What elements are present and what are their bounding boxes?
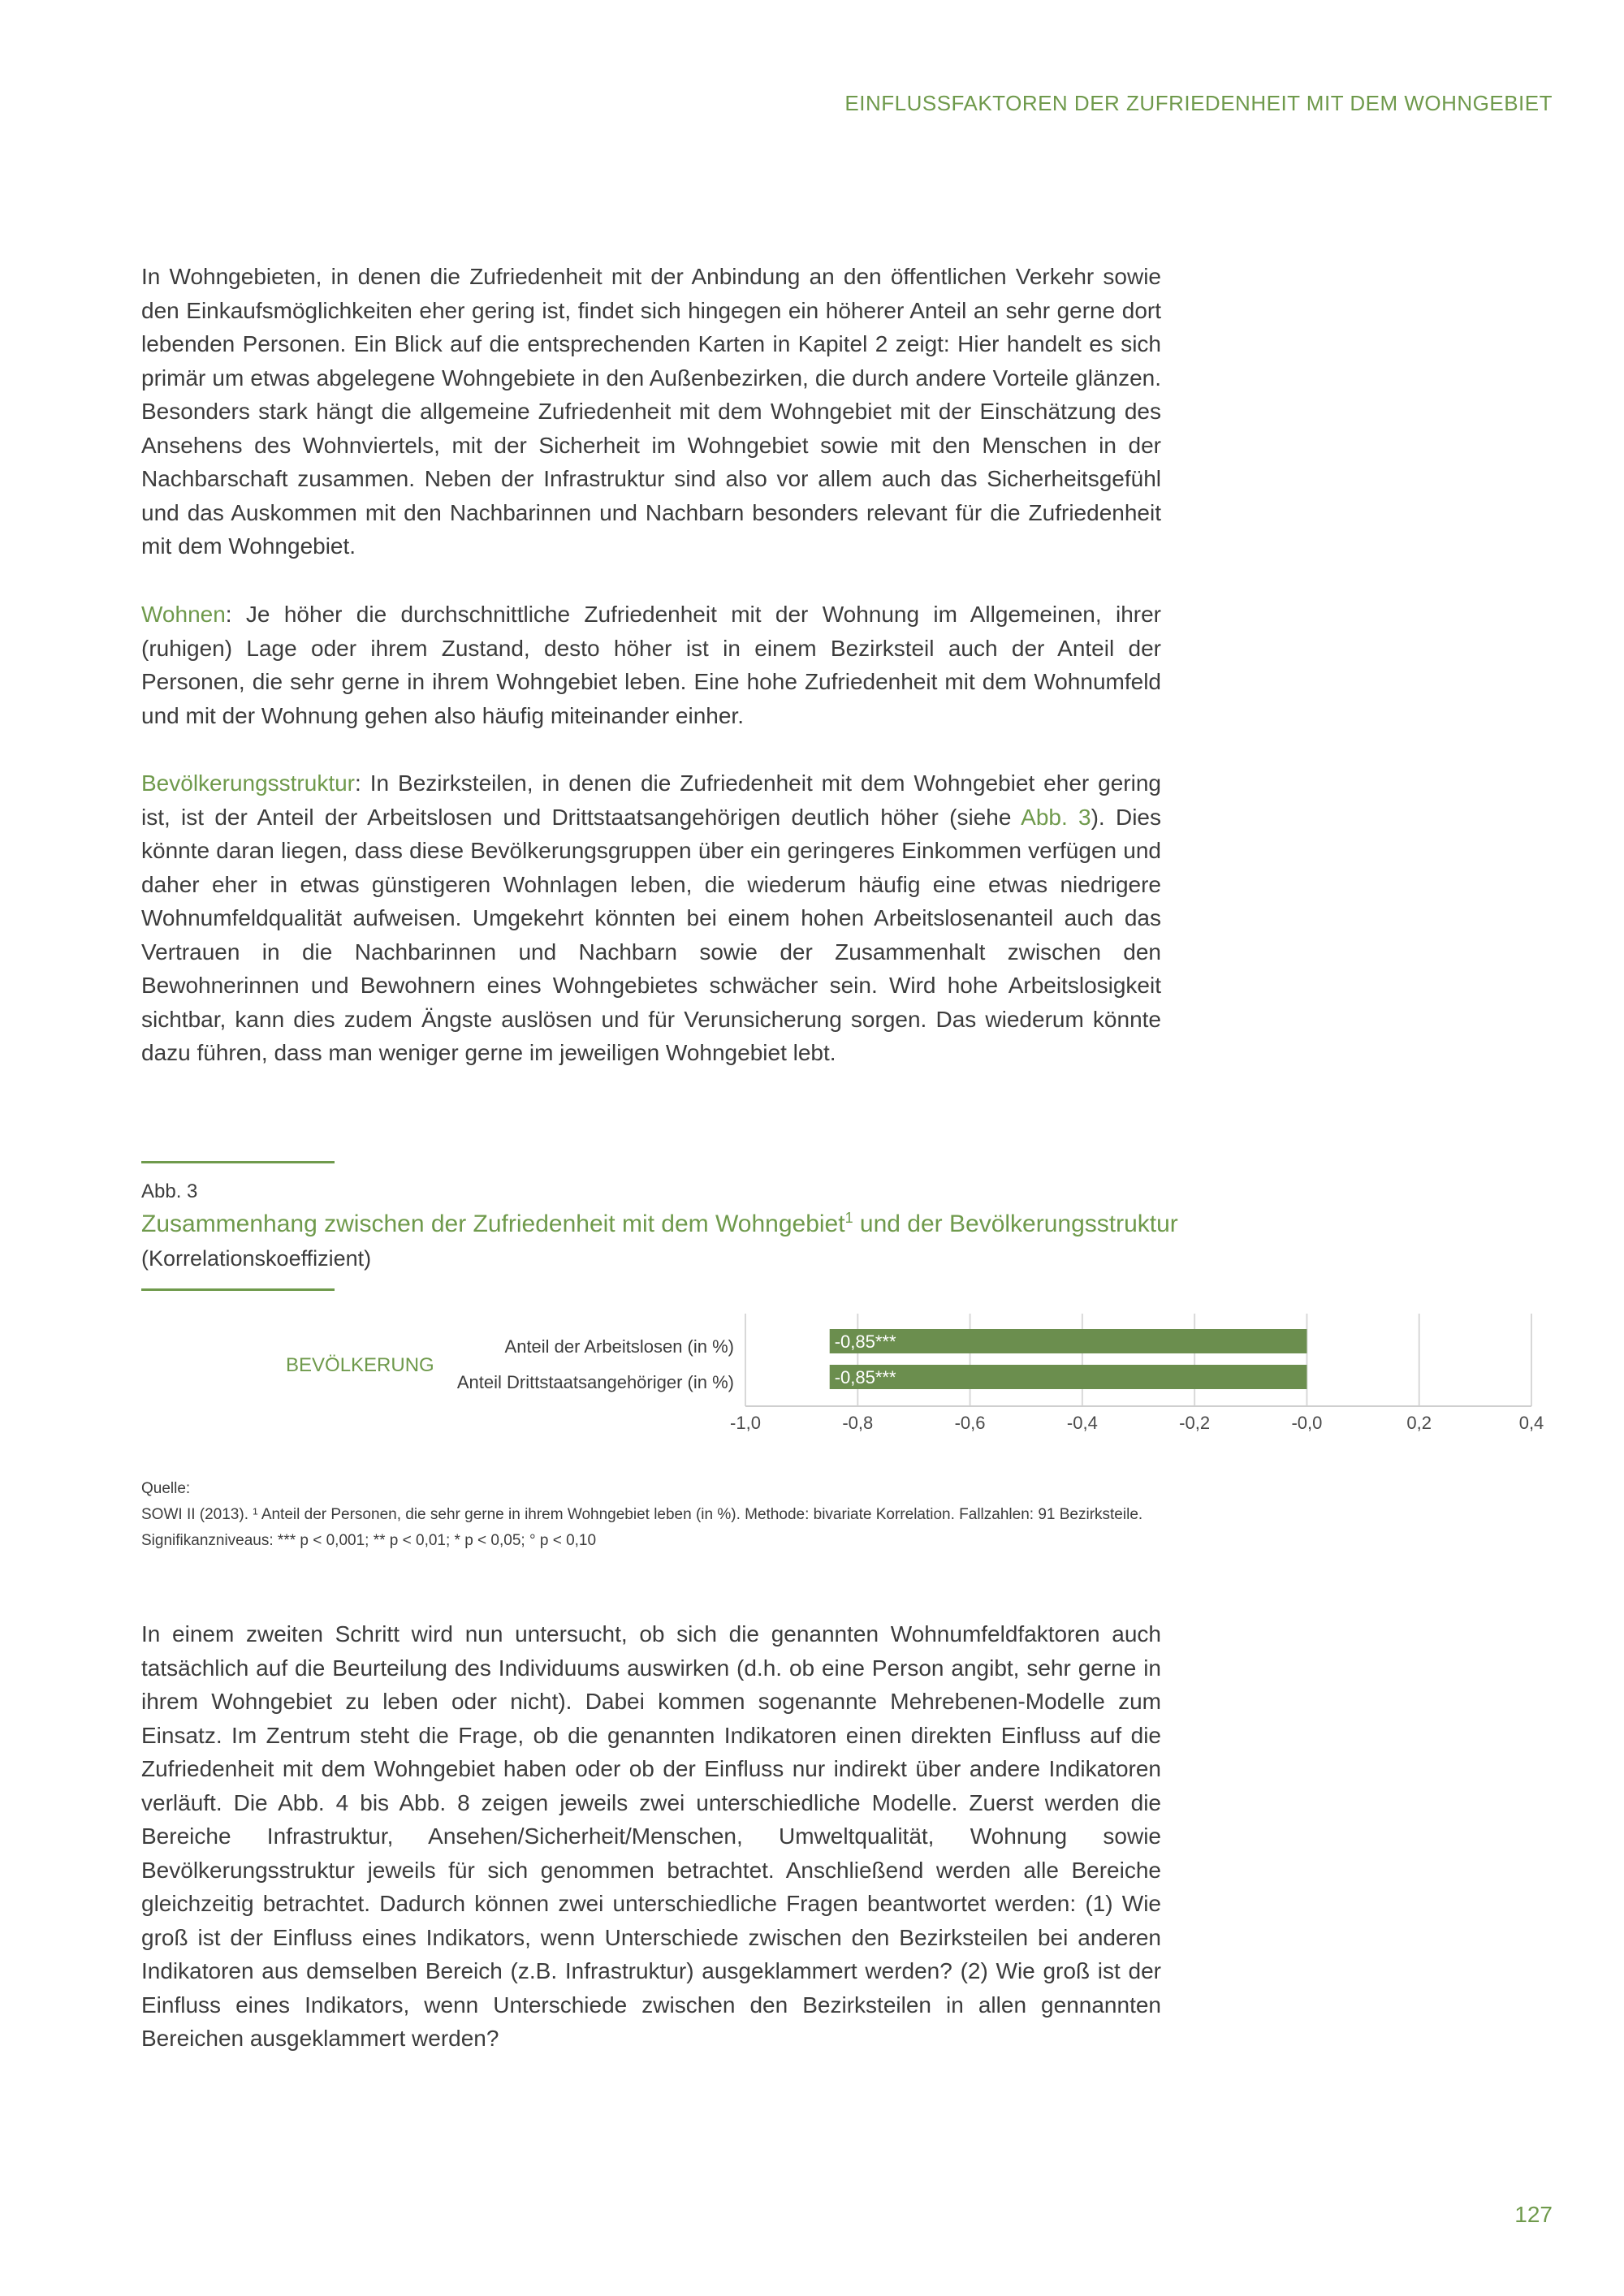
- chart-category-label: Anteil der Arbeitslosen (in %): [504, 1336, 734, 1357]
- chart-tick-label: -0,6: [954, 1413, 986, 1433]
- figure-reference-link[interactable]: Abb. 3: [1021, 804, 1091, 830]
- chart-tick-label: -0,8: [842, 1413, 874, 1433]
- chart-tick-label: 0,4: [1518, 1413, 1544, 1433]
- chart-tick-label: -1,0: [730, 1413, 761, 1433]
- figure-top-rule: [141, 1161, 335, 1163]
- chart-tick-label: -0,0: [1291, 1413, 1323, 1433]
- chart-tick-label: -0,4: [1066, 1413, 1098, 1433]
- correlation-bar-chart: [0, 1299, 1624, 1461]
- paragraph-text-bevoelkerung-a: : In Bezirksteilen, in denen die Zufriedenheit mit dem Wohngebiet eher gering ist, ist der Anteil der Arbeitslosen und Drittstaatsangehörigen deutlich höher (siehe: [141, 770, 1161, 830]
- paragraph-text-wohnen: : Je höher die durchschnittliche Zufriedenheit mit der Wohnung im Allgemeinen, ihrer (ruhigen) Lage oder ihrem Zustand, desto höher ist in einem Bezirksteil auch der Anteil der Personen, die sehr gerne in ihrem Wohngebiet leben. Eine hohe Zufriedenheit mit dem Wohnumfeld und mit der Wohnung gehen also häufig miteinander einher.: [141, 602, 1161, 728]
- figure-title: Zusammenhang zwischen der Zufriedenheit mit dem Wohngebiet$^1$ und der Bevölkerungsstruktur: [141, 1210, 1178, 1237]
- figure-label: Abb. 3: [141, 1180, 198, 1202]
- paragraph-infrastructure: In Wohngebieten, in denen die Zufriedenheit mit der Anbindung an den öffentlichen Verkehr sowie den Einkaufsmöglichkeiten eher gering ist, findet sich hingegen ein höherer Anteil an sehr gerne dort lebenden Personen. Ein Blick auf die entsprechenden Karten in Kapitel 2 zeigt: Hier handelt es sich primär um etwas abgelegene Wohngebiete in den Außenbezirken, die durch andere Vorteile glänzen. Besonders stark hängt die allgemeine Zufriedenheit mit dem Wohngebiet mit der Einschätzung des Ansehens des Wohnviertels, mit der Sicherheit im Wohngebiet sowie mit den Menschen in der Nachbarschaft zusammen. Neben der Infrastruktur sind also vor allem auch das Sicherheitsgefühl und das Auskommen mit den Nachbarinnen und Nachbarn besonders relevant für die Zufriedenheit mit dem Wohngebiet.: [141, 264, 1161, 559]
- figure-subtitle: (Korrelationskoeffizient): [141, 1246, 372, 1271]
- chart-category-label: Anteil Drittstaatsangehöriger (in %): [456, 1372, 734, 1392]
- page-number: 127: [1514, 2202, 1553, 2227]
- source-note: SOWI II (2013). ¹ Anteil der Personen, die sehr gerne in ihrem Wohngebiet leben (in %). Methode: bivariate Korrelation. Fallzahlen: 91 Bezirksteile.: [141, 1506, 1143, 1523]
- paragraph-bevoelkerung: [141, 766, 1161, 1070]
- running-head: EINFLUSSFAKTOREN DER ZUFRIEDENHEIT MIT DEM WOHNGEBIET: [844, 91, 1553, 115]
- chart-data-label: -0,85***: [834, 1367, 896, 1388]
- source-heading: Quelle:: [141, 1480, 191, 1497]
- chart-bar: [830, 1329, 1307, 1353]
- chart-group-label: BEVÖLKERUNG: [286, 1354, 434, 1376]
- chart-bar: [830, 1365, 1307, 1389]
- chart-tick-label: 0,2: [1406, 1413, 1432, 1433]
- significance-note: Signifikanzniveaus: *** p < 0,001; ** p < 0,01; * p < 0,05; ° p < 0,10: [141, 1532, 597, 1549]
- chart-tick-label: -0,2: [1179, 1413, 1211, 1433]
- figure-bottom-rule: [141, 1288, 335, 1291]
- paragraph-lead-wohnen: Wohnen: [141, 602, 226, 627]
- paragraph-multilevel-models: In einem zweiten Schritt wird nun untersucht, ob sich die genannten Wohnumfeldfaktoren auch tatsächlich auf die Beurteilung des Individuums auswirken (d.h. ob eine Person angibt, sehr gerne in ihrem Wohngebiet zu leben oder nicht). Dabei kommen sogenannte Mehrebenen-Modelle zum Einsatz. Im Zentrum steht die Frage, ob die genannten Indikatoren einen direkten Einfluss auf die Zufriedenheit mit dem Wohngebiet haben oder ob der Einfluss nur indirekt über andere Indikatoren verläuft. Die Abb. 4 bis Abb. 8 zeigen jeweils zwei unterschiedliche Modelle. Zuerst werden die Bereiche Infrastruktur, Ansehen/Sicherheit/Menschen, Umweltqualität, Wohnung sowie Bevölkerungsstruktur jeweils für sich genommen betrachtet. Anschließend werden alle Bereiche gleichzeitig betrachtet. Dadurch können zwei unterschiedliche Fragen beantwortet werden: (1) Wie groß ist der Einfluss eines Indikators, wenn Unterschiede zwischen den Bezirksteilen bei anderen Indikatoren aus demselben Bereich (z.B. Infrastruktur) ausgeklammert werden? (2) Wie groß ist der Einfluss eines Indikators, wenn Unterschiede zwischen den Bezirksteilen in allen gennannten Bereichen ausgeklammert werden?: [141, 1621, 1161, 2051]
- chart-data-label: -0,85***: [834, 1331, 896, 1352]
- paragraph-wohnen: [141, 598, 1161, 732]
- paragraph-text-bevoelkerung-b: ). Dies könnte daran liegen, dass diese Bevölkerungsgruppen über ein geringeres Einkommen verfügen und daher eher in etwas günstigeren Wohnlagen leben, die wiederum häufig eine etwas niedrigere Wohnumfeldqualität aufweisen. Umgekehrt könnten bei einem hohen Arbeitslosenanteil auch das Vertrauen in die Nachbarinnen und Nachbarn sowie der Zusammenhalt zwischen den Bewohnerinnen und Bewohnern eines Wohngebietes schwächer sein. Wird hohe Arbeitslosigkeit sichtbar, kann dies zudem Ängste auslösen und für Verunsicherung sorgen. Das wiederum könnte dazu führen, dass man weniger gerne im jeweiligen Wohngebiet lebt.: [141, 804, 1162, 1065]
- paragraph-lead-bevoelkerung: Bevölkerungsstruktur: [141, 770, 356, 796]
